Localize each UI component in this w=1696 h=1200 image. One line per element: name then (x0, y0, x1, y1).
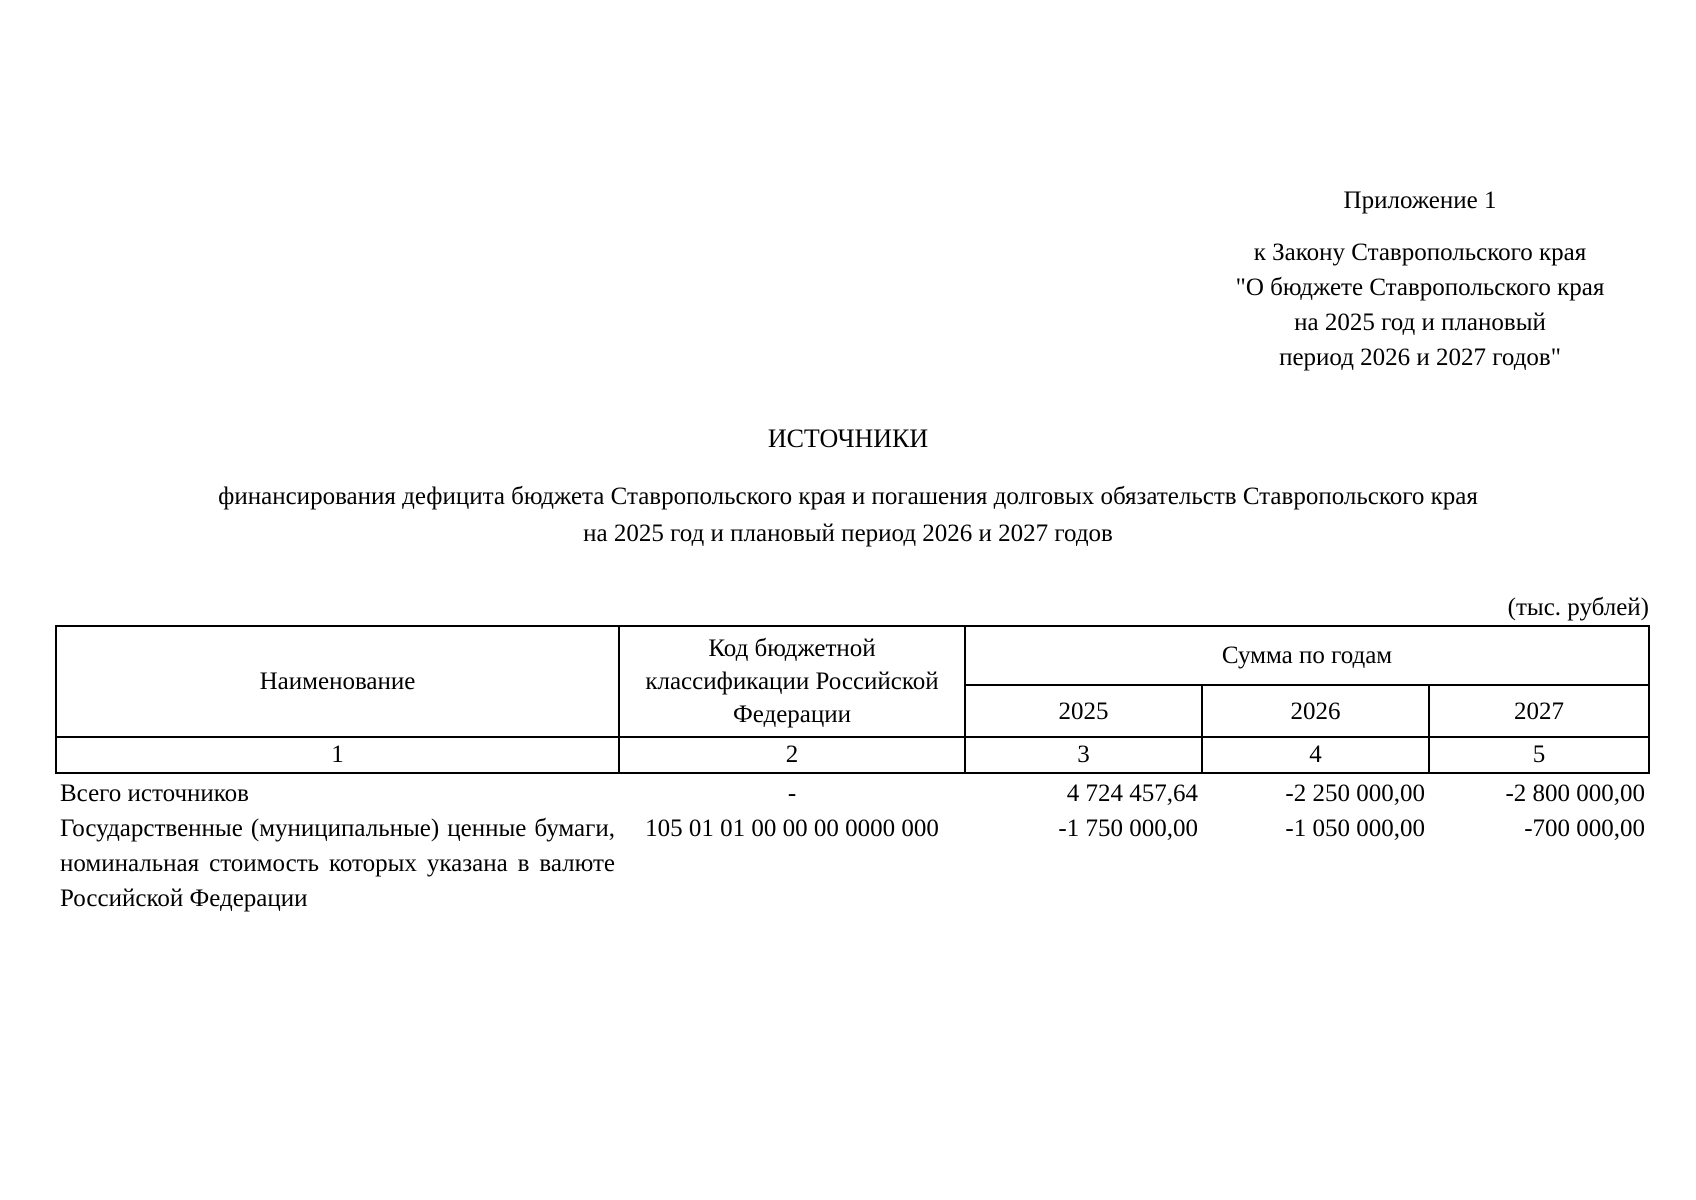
column-numbers-row (56, 737, 1649, 773)
header-name: Наименование (56, 626, 619, 737)
document-title: ИСТОЧНИКИ (767, 424, 929, 453)
row-code: - (787, 780, 797, 807)
row-value-2026: -2 250 000,00 (1285, 780, 1425, 807)
appendix-number: Приложение 1 (1343, 187, 1497, 214)
header-year: 2025 (965, 685, 1202, 737)
column-number: 4 (1202, 737, 1429, 773)
header-year: 2027 (1429, 685, 1649, 737)
appendix-line: к Закону Ставропольского края (1253, 239, 1587, 266)
subtitle-line: финансирования дефицита бюджета Ставропольского края и погашения долговых обязательств Ставропольского края (218, 483, 1478, 510)
header-code: Код бюджетной классификации Российской Федерации (619, 626, 965, 737)
row-value-2025: -1 750 000,00 (1058, 815, 1198, 842)
row-code: 105 01 01 00 00 00 0000 000 (645, 815, 939, 842)
header-sum-by-years: Сумма по годам (965, 626, 1649, 685)
table-row (56, 773, 1649, 811)
row-value-2027: -2 800 000,00 (1505, 780, 1646, 807)
table-header-row (56, 626, 1649, 685)
subtitle-line: на 2025 год и плановый период 2026 и 2027 годов (583, 520, 1113, 547)
column-number: 3 (965, 737, 1202, 773)
header-year: 2026 (1202, 685, 1429, 737)
column-number: 2 (619, 737, 965, 773)
row-name: Государственные (муниципальные) ценные бумаги, номинальная стоимость которых указана в валюте Российской Федерации (60, 815, 615, 912)
appendix-line: период 2026 и 2027 годов" (1279, 344, 1561, 371)
appendix-block (1200, 183, 1640, 375)
units-label: (тыс. рублей) (1507, 594, 1649, 621)
row-value-2026: -1 050 000,00 (1285, 815, 1425, 842)
appendix-line: "О бюджете Ставропольского края (1235, 274, 1605, 301)
table-row (56, 811, 1649, 916)
budget-sources-table (55, 625, 1650, 916)
document-subtitle (60, 478, 1636, 552)
appendix-line: на 2025 год и плановый (1294, 309, 1546, 336)
row-value-2027: -700 000,00 (1524, 815, 1646, 842)
column-number: 5 (1429, 737, 1649, 773)
column-number: 1 (56, 737, 619, 773)
row-name: Всего источников (60, 780, 249, 807)
row-value-2025: 4 724 457,64 (1066, 780, 1198, 807)
